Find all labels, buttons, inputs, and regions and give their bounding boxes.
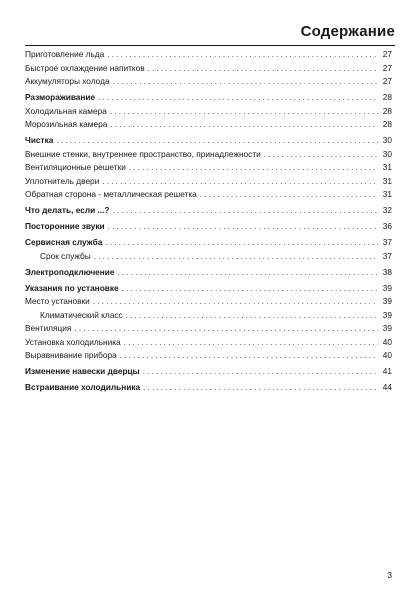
toc-entry-page: 32 (382, 205, 392, 215)
toc-leader-dots (264, 148, 378, 162)
toc-leader-dots (122, 282, 378, 296)
toc-entry-page: 39 (382, 282, 392, 293)
toc-leader-dots (143, 381, 378, 395)
toc-leader-dots (124, 336, 378, 350)
toc-entry (25, 220, 392, 234)
toc-entry-label: Изменение навески дверцы (25, 366, 140, 376)
toc-entry-page: 27 (382, 62, 392, 73)
toc-entry-page: 37 (382, 250, 392, 261)
toc-entry-label: Климатический класс (40, 309, 123, 320)
toc-leader-dots (102, 175, 378, 189)
toc-leader-dots (74, 322, 378, 336)
toc-leader-dots (143, 365, 378, 379)
toc-entry (25, 118, 392, 132)
toc-entry-page: 27 (382, 49, 392, 59)
toc-entry-page: 39 (382, 296, 392, 306)
toc-entry-label: Что делать, если ...? (25, 205, 110, 215)
toc-entry-label: Холодильная камера (25, 105, 107, 116)
toc-entry (25, 282, 392, 296)
page-title: Содержание (300, 23, 395, 40)
toc-entry-label: Выравнивание прибора (25, 350, 117, 360)
toc-leader-dots (94, 250, 378, 264)
toc-entry-label: Вентиляция (25, 323, 72, 333)
toc-entry-page: 28 (382, 92, 392, 102)
toc-leader-dots (56, 134, 378, 148)
toc-entry-label: Сервисная служба (25, 237, 103, 247)
toc-entry-page: 41 (382, 366, 392, 376)
page-header (25, 22, 395, 46)
toc-entry-page: 30 (382, 135, 392, 145)
toc-entry (25, 48, 392, 62)
toc-entry-page: 39 (382, 323, 392, 333)
toc-leader-dots (118, 266, 378, 280)
toc-entry-label: Установка холодильника (25, 336, 121, 347)
toc-entry-page: 38 (382, 266, 392, 277)
toc-entry-page: 44 (382, 382, 392, 392)
toc-entry (25, 161, 392, 175)
toc-entry-page: 30 (382, 148, 392, 159)
toc-entry-label: Чистка (25, 135, 54, 145)
page-number: 3 (387, 570, 392, 580)
toc-entry-label: Внешние стенки, внутреннее пространство, принадлежности (25, 148, 261, 159)
toc-entry (25, 236, 392, 250)
toc-entry-label: Посторонние звуки (25, 221, 105, 231)
toc-entry-label: Место установки (25, 296, 90, 306)
toc-entry (25, 336, 392, 350)
toc-leader-dots (120, 349, 378, 363)
toc-leader-dots (112, 204, 378, 218)
toc-leader-dots (113, 75, 378, 89)
toc-entry (25, 309, 392, 323)
toc-entry (25, 75, 392, 89)
toc-entry-page: 31 (382, 162, 392, 172)
toc-leader-dots (110, 105, 378, 119)
toc-entry (25, 365, 392, 379)
toc-entry-page: 40 (382, 336, 392, 347)
toc-leader-dots (148, 62, 378, 76)
toc-leader-dots (108, 220, 378, 234)
toc-entry (25, 62, 392, 76)
toc-entry-label: Размораживание (25, 92, 96, 102)
toc-entry (25, 91, 392, 105)
toc-entry (25, 134, 392, 148)
toc-entry-label: Уплотнитель двери (25, 175, 100, 186)
toc-entry (25, 188, 392, 202)
toc-entry (25, 148, 392, 162)
toc-entry-label: Указания по установке (25, 282, 119, 293)
toc-entry-label: Приготовление льда (25, 49, 105, 59)
toc-entry-page: 28 (382, 119, 392, 129)
toc-entry-label: Морозильная камера (25, 119, 108, 129)
toc-entry (25, 381, 392, 395)
toc-leader-dots (98, 91, 378, 105)
toc-entry-label: Вентиляционные решетки (25, 162, 126, 172)
table-of-contents (25, 48, 392, 395)
toc-entry (25, 349, 392, 363)
toc-entry-page: 28 (382, 105, 392, 116)
toc-leader-dots (200, 188, 378, 202)
toc-entry (25, 250, 392, 264)
toc-entry-page: 36 (382, 221, 392, 231)
toc-entry-page: 40 (382, 350, 392, 360)
toc-leader-dots (105, 236, 378, 250)
toc-entry-page: 37 (382, 237, 392, 247)
toc-entry-label: Обратная сторона - металлическая решетка (25, 189, 197, 199)
toc-entry (25, 322, 392, 336)
toc-entry-label: Срок службы (40, 250, 91, 261)
header-divider (25, 45, 395, 46)
toc-leader-dots (93, 295, 378, 309)
toc-entry-page: 31 (382, 175, 392, 186)
toc-entry (25, 295, 392, 309)
toc-leader-dots (129, 161, 378, 175)
toc-entry-label: Электроподключение (25, 266, 115, 277)
toc-entry-label: Быстрое охлаждение напитков (25, 62, 145, 73)
toc-entry-page: 31 (382, 189, 392, 199)
toc-leader-dots (107, 48, 378, 62)
toc-entry (25, 204, 392, 218)
toc-entry-label: Встраивание холодильника (25, 382, 141, 392)
toc-entry-page: 27 (382, 76, 392, 86)
toc-entry (25, 105, 392, 119)
toc-entry-page: 39 (382, 309, 392, 320)
toc-leader-dots (110, 118, 378, 132)
toc-entry-label: Аккумуляторы холода (25, 76, 110, 86)
toc-entry (25, 175, 392, 189)
toc-entry (25, 266, 392, 280)
toc-leader-dots (126, 309, 378, 323)
